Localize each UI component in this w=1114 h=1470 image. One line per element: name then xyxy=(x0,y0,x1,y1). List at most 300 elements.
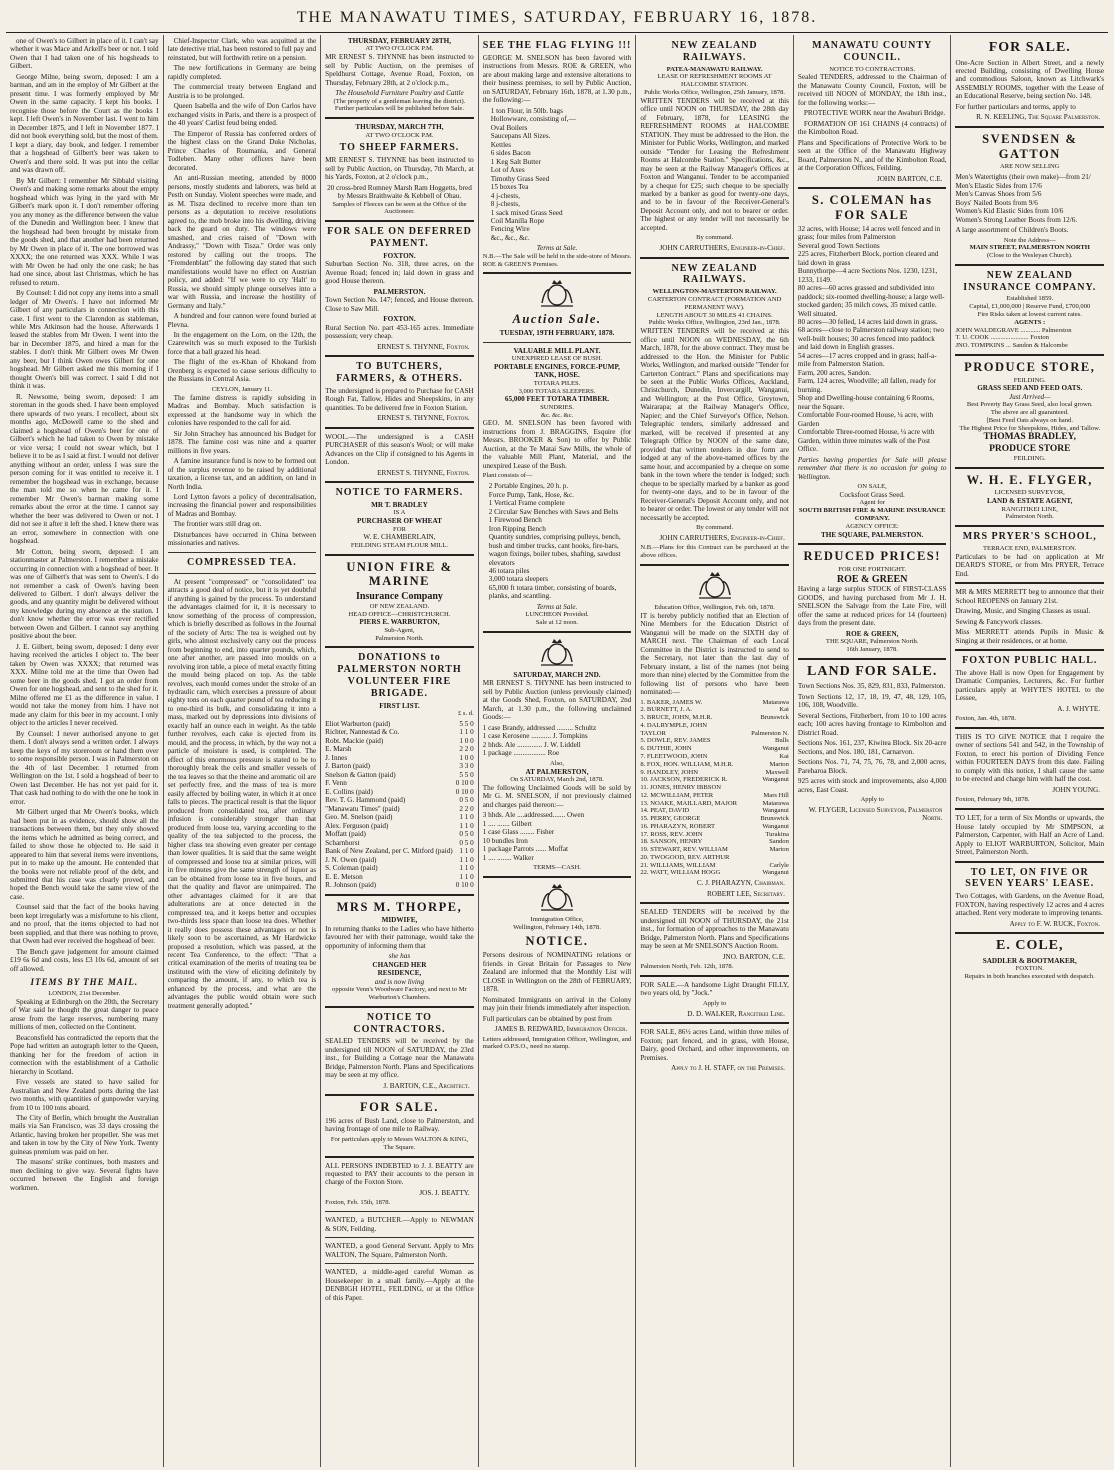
ad-signature: ROE & GREEN, xyxy=(845,629,899,638)
ad-body: Full particulars can be obtained by post from xyxy=(482,1014,612,1023)
ad-on-sale: ON SALE, xyxy=(857,483,887,491)
ad-mill-plant xyxy=(483,278,632,626)
divider xyxy=(483,631,632,633)
ad-body: FOR SALE, 86½ acres Land, within three miles of Foxton; part fenced, and in grass, with House, Dairy, good Orchard, and other improvements, on Premises. xyxy=(640,1028,789,1062)
list-item: Comfortable Three-roomed House, ¼ acre with Garden, within three minutes walk of the Post Office. xyxy=(797,428,935,454)
ad-body: FOR SALE.—A handsome Light Draught FILLY, two years old, by "Jock." xyxy=(640,980,789,998)
row-label: Robt. Mackie (paid) xyxy=(325,736,384,745)
list-row xyxy=(325,771,474,779)
ad-line: PORTABLE ENGINES, FORCE-PUMP, TANK, HOSE. xyxy=(494,362,620,380)
ad-subheading: ARE NOW SELLING xyxy=(999,163,1060,171)
ad-body: Town Section No. 147; fenced, and House thereon. Close to Saw Mill. xyxy=(325,296,474,313)
ad-body: IT is hereby publicly notified that an Election of Nine Members for the Education District of Wanganui will be made on the SIXTH day of MARCH next. The Chairman of each Local Committee in the District is instructed to send to the Secretary, not later than the last day of February instant, a list of the names (not being more than nine) elected by the Committee from the following list of persons who have been nominated:— xyxy=(640,611,789,697)
row-label: E. E. Metson xyxy=(325,872,363,881)
ad-body: A large assortment of Children's Boots. xyxy=(955,226,1069,235)
ad-place: Education Office, Wellington, Feb. 6th, 1878. xyxy=(654,604,775,611)
ad-line: &c. &c. &c. xyxy=(540,411,574,419)
ad-heading: FOR SALE ON DEFERRED PAYMENT. xyxy=(327,226,472,249)
ad-coleman xyxy=(798,193,947,539)
ad-place: Public Works Office, Wellington, 25th January, 1878. xyxy=(644,88,786,96)
row-value: Maxwell xyxy=(765,768,789,776)
row-value: 0 5 0 xyxy=(459,796,474,805)
row-label: Geo. M. Snelson (paid) xyxy=(325,813,393,822)
ad-line: GRASS SEED AND FEED OATS. xyxy=(977,384,1083,393)
list-item: Shop and Dwelling-house containing 6 Rooms, near the Square. xyxy=(797,394,935,411)
row-value: Palmerston N. xyxy=(751,729,789,737)
list-item: 1 Vertical Frame complete xyxy=(488,499,565,508)
list-row xyxy=(640,730,789,738)
ad-subheading: PALMERSTON. xyxy=(373,287,426,296)
ad-place: Palmerston North. xyxy=(375,634,424,642)
row-label: "Manawatu Times" (paid) xyxy=(325,804,400,813)
ad-date: Wellington, February 14th, 1878. xyxy=(513,923,601,931)
ad-heading: NOTICE TO FARMERS. xyxy=(335,487,464,499)
list-item: 3,000 totara sleepers xyxy=(488,575,549,584)
row-label: 11. JONES, HENRY IBBSON xyxy=(640,784,721,792)
ad-body: Miss MERRETT attends Pupils in Music & Singing at their residences, or at home. xyxy=(955,628,1105,645)
ad-place: AT PALMERSTON, xyxy=(525,767,589,776)
ad-sheep-farmers xyxy=(325,123,474,216)
column-2 xyxy=(164,35,322,1467)
ad-date: 16th January, 1878. xyxy=(846,645,898,653)
list-item: 1 .... ....... Gilbert xyxy=(482,819,532,828)
ad-heading: E. COLE, xyxy=(996,938,1064,954)
list-item: 2 hhds. Ale .............. J. W. Liddell xyxy=(482,740,581,749)
list-item: 225 acres, Fitzherbert Block, portion cleared and laid down in grass xyxy=(797,250,939,267)
ad-body: Two Cottages, with Gardens, on the Avenue Road, FOXTON, having respectively 12 acres and 4 acres attached. Rent very moderate to improving tenants. xyxy=(955,892,1105,918)
ad-place: Public Works Office, Wellington, 23rd Jan., 1878. xyxy=(648,319,781,327)
ad-note: (The property of a gentleman leaving the district). xyxy=(333,97,466,105)
ad-foot: For particulars apply to Messrs WALTON & KING, The Square. xyxy=(330,1135,469,1151)
ad-wanted-butcher: WANTED, a BUTCHER.—Apply to NEWMAN & SON, Feilding. xyxy=(325,1216,474,1233)
ad-subheading: SADDLER & BOOTMAKER, xyxy=(982,956,1077,965)
ad-line: FOR xyxy=(393,525,406,533)
paragraph: In the engagement on the Lom, on the 12th, the Czarewitch was so much exposed to the Turkish force that a ball grazed his head. xyxy=(167,330,317,356)
paragraph: A famine insurance fund is now to be formed out of the surplus revenue to be raised by additional taxation, a license tax, and an addition, on land in North India. xyxy=(167,457,317,491)
ad-signature: Apply to F. W. RUCK, Foxton. xyxy=(1009,919,1101,928)
divider xyxy=(640,975,789,977)
list-item: Coil Manilla Rope xyxy=(490,217,545,225)
list-item: &c., &c., &c. xyxy=(490,233,530,242)
divider xyxy=(325,1006,474,1008)
ad-signature: D. D. WALKER, Rangitikei Line. xyxy=(687,1009,785,1018)
boot-list xyxy=(955,173,1104,224)
ad-item: The Household Furniture Poultry and Cattle xyxy=(335,89,464,98)
row-label: 10. JACKSON, FREDERICK R. xyxy=(640,776,728,784)
row-value: Wanganui xyxy=(762,776,789,784)
ad-subheading: FEILDING. xyxy=(1013,376,1046,384)
row-value: 0 10 0 xyxy=(455,881,474,890)
list-row xyxy=(325,754,474,762)
ad-body: Nominated Immigrants on arrival in the Colony may join their friends immediately after inspection. xyxy=(482,995,632,1013)
list-item: Several good Town Sections xyxy=(797,241,880,250)
ad-body: Suburban Section No. 318, three acres, on the Avenue Road; fenced in; laid down in grass and good House thereon. xyxy=(325,260,474,286)
list-item: 1 package .................. Roe xyxy=(482,749,560,758)
row-label: 17. ROSS, REV. JOHN xyxy=(640,830,703,838)
divider xyxy=(640,257,789,259)
paragraph: The flight of the ex-Khan of Khokand from Orenberg is expected to cause serious difficulty to the Russians in Central Asia. xyxy=(167,358,317,384)
ad-signature: ROBERT LEE, Secretary. xyxy=(707,889,785,898)
paragraph: A hundred and four cannon were found buried at Plevna. xyxy=(167,312,317,329)
divider xyxy=(955,808,1104,810)
paragraph: Beaconsfield has contradicted the reports that the Pope had written an autograph letter to the Queen, thanking her for the freedom of action in connection with the establishment of a Catholic hierarchy in Scotland. xyxy=(10,1033,159,1076)
nominee-list xyxy=(640,699,789,878)
ad-line: UNEXPIRED LEASE OF BUSH. xyxy=(511,355,603,363)
row-label: Scharnhorst xyxy=(325,838,360,847)
ad-body: Rural Section No. part 453-165 acres. Immediate possession; very cheap. xyxy=(325,323,474,341)
ad-item: 20 cross-bred Romney Marsh Ram Hoggetts, bred by Messrs Braithwaite & Kebbell of Ohau. xyxy=(327,183,472,201)
row-label: 9. HANDLEY, JOHN xyxy=(640,768,699,776)
ad-date: Palmerston North, Feb. 12th, 1878. xyxy=(640,963,734,971)
paragraph: R. Newsome, being sworn, deposed: I am storeman in the goods shed. I have been employed there upwards of two years. I recollect, about six months ago, McDowell came to the shed and claimed a hogshead of Owen's beer for one of Gilbert's which he had taken to Owen by mistake or vice versa; I could not swear which, but I believe it to be as I said at first. I would not deliver anything without an order, unless I was sure the person coming for it was entitled to receive it. I remember the hogshead was in exchange, because the man told me so when he came for it. I remember Mr Owen's barman making some remarks about the error at the time. I cannot say whether the beer was delivered to Owen or not. I did not see it after it left the shed. I knew there was an error, somewhere in connection with one hogshead. xyxy=(10,392,159,546)
ad-donations xyxy=(325,652,474,889)
ad-subheading: FOXTON. xyxy=(383,315,416,324)
ad-nz-insurance xyxy=(955,270,1104,350)
divider xyxy=(483,876,632,878)
divider xyxy=(955,582,1104,584)
item-list xyxy=(483,482,632,601)
row-label: Snelson & Gatton (paid) xyxy=(325,770,396,779)
ad-signature: THOMAS BRADLEY, xyxy=(983,432,1077,443)
list-row xyxy=(325,805,474,813)
paragraph: Disturbances have occurred in China between missionaries and natives. xyxy=(167,530,317,548)
ad-body: MR ERNEST S. THYNNE has been instructed to sell by Public Auction, on Thursday, 7th March, at his Yards, Foxton, at 2 o'clock p.m., xyxy=(325,156,474,182)
row-value: 5 5 0 xyxy=(459,719,474,728)
row-label: 12. MCWILLIAM, PETER xyxy=(640,791,714,799)
ad-signature: J. BARTON, C.E., Architect. xyxy=(383,1081,470,1090)
list-item: 2 Portable Engines, 20 h. p. xyxy=(488,482,569,491)
money-heading: £ s. d. xyxy=(457,710,474,718)
list-item: Lot of Axes xyxy=(490,166,525,175)
list-row xyxy=(325,779,474,787)
ad-office: HEAD OFFICE—CHRISTCHURCH. xyxy=(348,610,451,618)
row-value: Brunswick xyxy=(760,815,789,823)
list-row xyxy=(640,869,789,877)
ad-date: TUESDAY, 19TH FEBRUARY, 1878. xyxy=(499,329,615,338)
ad-apply: Apply to xyxy=(860,796,884,804)
list-item: Fencing Wire xyxy=(490,225,530,234)
ad-heading: S. COLEMAN has FOR SALE xyxy=(811,193,933,222)
row-value: Marton xyxy=(769,846,789,854)
ad-address: RANGITIKEI LINE, xyxy=(1001,505,1058,513)
divider xyxy=(640,902,789,904)
list-row xyxy=(640,800,789,808)
ad-railways-halcombe xyxy=(640,40,789,253)
list-row xyxy=(640,823,789,831)
ad-body: SEALED TENDERS will be received by the undersigned till NOON of THURSDAY, the 21st inst., for formation of approaches to the Manawatu Bridge, Palmerston North. Plans and Specifications may be seen at Mr SNELSON'S Auction Room. xyxy=(640,908,789,951)
list-row xyxy=(325,822,474,830)
ad-agent: PIERS E. WARBURTON, xyxy=(359,618,440,627)
paragraph: Sir John Strachey has announced his Budget for 1878. The famine cost was nine and a quarter millions in five years. xyxy=(167,429,317,455)
row-value: 1 1 0 xyxy=(459,872,474,881)
paragraph: At present "compressed" or "consolidated" tea attracts a good deal of notice, but it is yet doubtful if anything is gained by the process. To understand the advantages claimed for it, it is necessary to know something of the process of compression, which is briefly described as follows in the Journal of the society of Arts: The tea is weighed out by girls, who almost exclusively carry out the process from beginning to end, into quarter pounds, which, one after another, are passed into moulds on a revolving iron table, a piece of metal exactly fitting the mould being placed on top. As the table revolves, each mould comes under the stroke of an hydraulic ram, which exercises a pressure of about eighty tons on each quarter pound of tea reducing it to one-third its bulk, and consolidating it into a mass, marked out by depressions into divisions of exactly half an ounce each in weight. As the table further revolves, each cake is ejected from its mould, and the process, in which, by the way not a particle of moisture is used, is completed. The effect of this enormous pressure is stated to be to thoroughly break the cells and smaller vessels of the tea leaves so that the theine and aromatic oil are set perfectly free, and the mass of tea is more easily affected by boiling water, in which it at once falls to pieces. The practical result is that the liquor produced from consolidated tea, after ordinary infusion is considerably stronger than that produced from loose tea, varying according to the quality of the tea subjected to the process, the higher class tea showing even greater per centage than lower qualities. It is said that the same weight of compressed and loose tea at similar prices, will in five minutes give the same strength of liquor as can be obtained from loose tea in five hours, and that the quality and flavor are unimpaired. The other advantages claimed for it are that adulterations are at once detected in the compressed tea, and it keeps better and occupies two-thirds less space than loose tea does. Whether it really does possess these advantages or not is likely soon to be ascertained, as Mr Hardwicke proposed a resolution, which was passed, at the recent Tea Conference, to the effect: "That a critical examination of the merits of treating tea be instituted with the view of eliciting definitely by comparing the amount, if any, to which tea is enhanced by the process, and what are the advantages the public would obtain were such treatment generally adopted." xyxy=(167,577,317,1010)
ad-heading: PRODUCE STORE, xyxy=(964,359,1096,374)
ad-agents: AGENTS : xyxy=(1014,318,1046,326)
list-item: Saucepans All Sizes. xyxy=(490,132,551,141)
column-4 xyxy=(479,35,637,1467)
list-row xyxy=(640,699,789,707)
list-item: 46 totara piles xyxy=(488,566,530,575)
list-row xyxy=(325,813,474,821)
list-item: Women's Kid Elastic Sides from 10/6 xyxy=(955,207,1064,216)
ad-terms: TERMS—CASH. xyxy=(533,864,581,872)
ad-heading: MRS M. THORPE, xyxy=(336,899,463,914)
row-value: 0 5 0 xyxy=(459,838,474,847)
ad-line: she has xyxy=(388,952,411,961)
ad-line: RESIDENCE, xyxy=(377,969,422,978)
ad-notice-farmers xyxy=(325,487,474,550)
list-row xyxy=(325,830,474,838)
ad-bush-land xyxy=(325,1100,474,1151)
royal-crest-icon xyxy=(537,637,577,667)
row-label: 14. PEAT, DAVID xyxy=(640,807,690,815)
tea-article xyxy=(168,578,317,1011)
ad-midwife xyxy=(325,900,474,1002)
list-item: 10 bundles Iron xyxy=(482,836,528,845)
list-item: 1 package Parrots ...... Moffat xyxy=(482,845,569,854)
ad-date: THURSDAY, FEBRUARY 28TH, xyxy=(347,37,452,45)
row-value: Kai xyxy=(779,706,789,714)
list-row xyxy=(640,769,789,777)
ad-body: Persons desirous of NOMINATING relations or friends in Great Britain for Passages to New Zealand are informed that the Monthly List will CLOSE in Wellington on the 28th of FEBRUARY, 1878. xyxy=(482,951,632,994)
list-item: 68 acres—close to Palmerston railway station; two well-built houses; 30 acres fenced into paddock and laid down in English grasses. xyxy=(797,326,945,352)
list-item: Men's Elastic Sides from 17/6 xyxy=(955,181,1042,190)
list-row xyxy=(640,784,789,792)
ad-date: SATURDAY, MARCH 2ND. xyxy=(513,670,601,679)
ad-place: Immigration Office, xyxy=(530,915,584,923)
ad-body: MR ERNEST S. THYNNE has been instructed to sell by Public Auction, on the premises of Speldhurst Cottage, Avenue Road, Foxton, on Thursday, February 28th, at 2 o'clock p.m., xyxy=(325,53,474,87)
ad-heading: Auction Sale. xyxy=(512,312,602,327)
list-item: Hollowware, consisting of,— xyxy=(490,115,576,124)
divider xyxy=(955,649,1104,651)
row-label: 18. SANSON, HENRY xyxy=(640,838,703,846)
row-label: 3. BRUCE, JOHN, M.H.R. xyxy=(640,714,713,722)
ad-body: In returning thanks to the Ladies who have hitherto favoured her with their patronage, would take the opportunity of informing them that xyxy=(325,924,474,950)
ad-land-for-sale xyxy=(798,664,947,823)
money-heading-row xyxy=(325,710,474,718)
ad-cole-saddler xyxy=(955,938,1104,981)
divider xyxy=(955,932,1104,934)
list-item: Bunnythorpe—4 acre Sections Nos. 1230, 1231, 1233, 1149. xyxy=(797,267,938,284)
ad-heading: REDUCED PRICES! xyxy=(803,549,941,563)
ad-address: MAIN STREET, PALMERSTON NORTH xyxy=(969,244,1090,252)
list-item: 8 j-chests, xyxy=(490,200,520,209)
row-label: Rev. T. G. Hammond (paid) xyxy=(325,796,406,805)
divider xyxy=(483,342,632,343)
ad-signature: PRODUCE STORE xyxy=(989,443,1071,454)
list-item: Iron Ripping Bench xyxy=(488,524,546,533)
ad-address: THE SQUARE, PALMERSTON. xyxy=(820,530,924,539)
ad-beatty xyxy=(325,1162,474,1208)
ad-subheading: FIRST LIST. xyxy=(379,701,420,710)
ad-sealed-tenders xyxy=(640,908,789,971)
ad-body: Sections Nos. 161, 237, Kiwitea Block. Six 20-acre Sections, and Nos. 180, 181, Carnarvon. xyxy=(797,739,947,756)
row-label: 5. DOWLE, REV. JAMES xyxy=(640,737,711,745)
ad-foot: Samples of Fleeces can be seen at the Office of the Auctioneer. xyxy=(332,200,467,216)
paragraph: The Bench gave judgement for amount claimed £19 6s 6d and costs, less £3 10s 6d, amount of set off allowed. xyxy=(10,947,159,973)
divider xyxy=(955,264,1104,266)
ad-line: 3,000 TOTARA SLEEPERS. xyxy=(518,387,596,395)
row-value: 2 2 0 xyxy=(459,804,474,813)
ad-heading: NOTICE TO CONTRACTORS. xyxy=(353,1011,446,1035)
ad-heading: MRS PRYER'S SCHOOL, xyxy=(962,531,1097,543)
row-value: 1 1 0 xyxy=(459,821,474,830)
row-label: Alex. Ferguson (paid) xyxy=(325,821,389,830)
row-label: Richter, Nannestad & Co. xyxy=(325,728,400,737)
divider xyxy=(325,427,474,429)
ad-body: WRITTEN TENDERS will be received at this office until NOON on WEDNESDAY, the 6th March, 1878, for the above contract. They must be addressed to the Hon. the Minister for Public Works, Wellington, and marked outside "Tender for Carterton Contract." Plans and specifications may be seen at the Public Works Offices, Auckland, Christchurch, Dunedin, Invercargill, Wanganui, and Wellington; at the Post Office, Greytown, Wairarapa; at the Railway Manager's Office, Napier; and the Chief Surveyor's Office, Nelson. Telegraphic tenders, similarly addressed and marked, will be received if presented at any Telegraph Office by NOON of the same date, provided that written tenders in due form are lodged at any of the above-named offices by the same hour, and accompanied by a cheque on some bank in the town where the tender is lodged; such cheque to be specially marked by a banker as good for twenty-one days, and to be in favour of the Receiver-General's Deposit Account only, and not to bearer or order. The lowest or any tender will not necessarily be accepted. xyxy=(640,327,789,522)
column-3 xyxy=(321,35,479,1467)
ad-subheading: OF NEW ZEALAND. xyxy=(369,602,430,610)
ad-body: Fire Risks taken at lowest current rates. xyxy=(977,310,1082,318)
list-row xyxy=(325,881,474,889)
list-row xyxy=(325,847,474,855)
list-item: Men's Watertights (their own make)—from 21/ xyxy=(955,173,1091,182)
ad-merrett-school xyxy=(955,588,1104,645)
divider xyxy=(955,525,1104,527)
list-row xyxy=(640,846,789,854)
list-row xyxy=(325,745,474,753)
ad-education-election xyxy=(640,570,789,898)
list-item: 54 acres—17 acres cropped and in grass; half-a-mile from Palmerston Station. xyxy=(797,351,937,369)
row-value: Bulls xyxy=(774,737,789,745)
columns xyxy=(6,35,1108,1467)
row-value: 0 10 0 xyxy=(455,779,474,788)
ad-agent: Agent for xyxy=(859,499,885,507)
ad-body: WRITTEN TENDERS will be received at this office until NOON on THURSDAY, the 28th day of February, 1878, for LEASING the REFRESHMENT ROOMS at HALCOMBE STATION. They must be addressed to the Hon. the Minister for Public Works, Wellington, and marked outside "Tender for Leasing the Refreshment Rooms at Halcombe Station." Specifications, &c., may be seen at the Railway Manager's Offices at Foxton and Wanganui. Tender to be accompanied by a cheque for £25; such cheque to be specially marked by a banker as good for twenty-one days, and to be in favour of the Receiver-General's Deposit Account only, and not to bearer or order. The highest or any tender will not necessarily be accepted. xyxy=(640,96,789,232)
row-value: 1 1 0 xyxy=(459,847,474,856)
paragraph: The frontier wars still drag on. xyxy=(173,520,262,529)
list-item: 32 acres, with House; 14 acres well fenced and in grass; four miles from Palmerston xyxy=(797,224,941,242)
ad-subheading: PATEA-MANAWATU RAILWAY. xyxy=(666,65,763,73)
ad-land-foxton xyxy=(640,1028,789,1072)
ad-address: (Close to the Wesleyan Church). xyxy=(986,252,1073,260)
masthead: THE MANAWATU TIMES, SATURDAY, FEBRUARY 16, 1878. xyxy=(6,4,1108,33)
paragraph: The City of Berlin, which brought the Australian mails via San Francisco, was 33 days crossing the Atlantic, having broken her propeller. She was met and taken in tow by the City of New York. Twenty guineas premium was paid on her. xyxy=(10,1113,159,1156)
divider xyxy=(325,646,474,648)
row-value: Kai xyxy=(779,752,789,760)
ad-signature: W. FLYGER, Licensed Surveyor, Palmerston North. xyxy=(808,805,943,823)
paragraph: Lord Lytton favors a policy of decentralisation, increasing the financial power and responsibilities of Madras and Bombay. xyxy=(167,492,317,518)
ad-body: Particulars to be had on application at Mr DEARD'S STORE, or from Mrs PRYER, Terrace End. xyxy=(955,552,1105,578)
row-label: 2. BURNETT, J. A. xyxy=(640,706,693,714)
ad-agent: JOHN WALDEGRAVE ............ Palmerston xyxy=(955,326,1072,334)
row-label: 1. BAKER, JAMES W. xyxy=(640,698,703,706)
paragraph: Mr Cotton, being sworn, deposed: I am stationmaster at Palmerston. I remember a mistake occurring in connection with a hogshead of beer. It was one of Gilbert's that was sent to Owen's. I do not remember a cask of Owen's having been delivered to Gilbert. I don't always deliver the goods, and any quantity might be delivered without my knowledge during my absence at the station. I don't know whether the error was ever rectified between Owen and Gilbert. I cannot say anything positive about the beer. xyxy=(10,547,159,641)
list-row xyxy=(325,788,474,796)
ad-established: Established 1859. xyxy=(1006,295,1054,303)
list-item: 15 boxes Tea xyxy=(490,183,529,192)
row-value: Sandon xyxy=(769,838,789,846)
row-value: 3 3 0 xyxy=(459,762,474,771)
row-value: 2 2 0 xyxy=(459,745,474,754)
ad-heading-2: Insurance Company xyxy=(355,591,443,603)
row-label: 6. DUTHIE, JOHN xyxy=(640,745,692,753)
ad-body: Sewing & Fancywork classes. xyxy=(955,617,1043,626)
paragraph: By Counsel: I never authorised anyone to get them. I don't always send a written order. I always keep the keys of my storeroom or hand them over to some responsible person. I was in Palmerston on the 4th of last December. I returned from Wellington on the 1st. I sold a hogshead of beer to Owen last December. He has not yet paid for it. That cask had nothing to do with the one he took in error. xyxy=(10,729,159,806)
list-item: 1 case Kerosene ........... J. Tompkins xyxy=(482,732,588,741)
ad-line: Best Poverty Bay Grass Seed, also local grown. xyxy=(966,401,1093,409)
ad-flag-flying xyxy=(483,40,632,268)
paragraph: Queen Isabella and the wife of Don Carlos have exchanged visits in Paris, and there is a prospect of the 40 years' Carlist feud being ended. xyxy=(167,102,317,128)
divider xyxy=(798,658,947,660)
ad-heading: NOTICE. xyxy=(525,934,589,949)
ad-body: THIS IS TO GIVE NOTICE that I require the owner of sections 541 and 542, in the Township of Foxton, to erect his portion of Dividing Fence within FOURTEEN DAYS from this date. Failing to comply with this notice, I shall cause the same to be erected and charge him with half the cost. xyxy=(955,732,1105,784)
list-row xyxy=(640,737,789,745)
ad-terms: Terms at Sale. xyxy=(536,244,578,253)
row-value: Wanganui xyxy=(762,869,789,877)
list-row xyxy=(640,714,789,722)
ad-body: ALL PERSONS INDEBTED to J. J. BEATTY are requested to PAY their accounts to the person in charge of the Foxton Store. xyxy=(325,1161,474,1187)
divider xyxy=(325,1156,474,1158)
list-item: 2 Circular Saw Benches with Saws and Belts xyxy=(488,507,619,516)
list-row xyxy=(325,856,474,864)
ad-body: Town Sections 12, 17, 18, 19, 47, 48, 129, 105, 106, 108, Woodville. xyxy=(797,692,947,710)
list-row xyxy=(640,831,789,839)
divider xyxy=(325,1237,474,1238)
list-row xyxy=(640,722,789,730)
divider xyxy=(798,543,947,545)
column-6 xyxy=(794,35,952,1467)
divider xyxy=(325,1211,474,1212)
divider xyxy=(325,1094,474,1096)
ad-address: Palmerston North. xyxy=(1005,513,1054,521)
ad-heading: FOR SALE. xyxy=(360,1100,439,1115)
ad-subheading: LENGTH ABOUT 30 MILES 41 CHAINS. xyxy=(656,311,773,319)
list-item: 80 acres—60 acres grassed and subdivided into paddock; six-roomed dwelling-house; a large well-stocked garden; 35 milch cows, 35 mixed cattle. Well situated. xyxy=(797,284,945,318)
ad-heading: LAND FOR SALE. xyxy=(807,663,938,679)
row-label: 19. STEWART, REV. WILLIAM xyxy=(640,846,728,854)
ad-date: Foxton, February 9th, 1878. xyxy=(955,796,1030,804)
ad-assembly-rooms xyxy=(955,40,1104,122)
list-item: 3 hhds. Ale ....addressed....... Owen xyxy=(482,811,585,820)
ad-fence-notice xyxy=(955,733,1104,804)
list-item: Timothy Grass Seed xyxy=(490,174,550,183)
ad-heading: MANAWATU COUNTY COUNCIL. xyxy=(812,40,933,63)
list-item: Comfortable Four-roomed House, ¼ acre, with Garden xyxy=(797,411,934,428)
divider xyxy=(325,355,474,357)
list-row xyxy=(640,854,789,862)
divider xyxy=(168,552,317,553)
ad-subheading: WELLINGTON-MASTERTON RAILWAY. xyxy=(652,288,777,296)
list-row xyxy=(640,761,789,769)
row-label: J. Barton (paid) xyxy=(325,762,371,771)
ad-by: By command. xyxy=(696,524,734,532)
ad-foot: N.B.—Plans for this Contract can be purchased at the above offices. xyxy=(640,544,789,560)
ad-subheading: LAND & ESTATE AGENT, xyxy=(987,497,1073,506)
ad-address: THE SQUARE, Palmerston North. xyxy=(825,638,919,646)
ad-body: The following Unclaimed Goods will be sold by Mr G. M. SNELSON, if not previously claimed and charges paid thereon:— xyxy=(482,783,632,809)
divider xyxy=(640,564,789,566)
list-item: 1 ton Flour, in 50lb. bags xyxy=(490,106,563,115)
list-item: Boys' Nailed Boots from 9/6 xyxy=(955,198,1038,207)
paragraph: George Milne, being sworn, deposed: I am a barman, and am in the employ of Mr Gilbert at the present time. I was formerly employed by Mr Owen in the same capacity. I kept his books. I recognise those before the Court as the books I kept. I left Owen's in November last. I went to him in December 1875, and I left in November 1877. I did not book everything sold, but the most of them. I kept a diary, day book, and ledger. I remember that a hogshead of Gilbert's beer was taken to Owen's and there sold. It was put into the cellar and was drawn off. xyxy=(10,72,159,175)
ad-heading: TO SHEEP FARMERS. xyxy=(339,142,460,154)
list-item: 65,000 ft totara timber, consisting of boards, planks, and scantling. xyxy=(488,583,617,601)
ad-line: Just Arrived— xyxy=(1008,392,1051,401)
ad-body: TO LET, for a term of Six Months or upwards, the House lately occupied by Mr SIMPSON, at Palmerston, Carpenter, with Half an Acre of Land. Apply to ELIOT WARBURTON, Solicitor, Main Street, Palmerston North. xyxy=(955,814,1105,857)
ad-wanted-housekeeper: WANTED, a middle-aged careful Woman as Housekeeper in a small family.—Apply at the DENBIGH HOTEL, FEILDING, or at the Office of this Paper. xyxy=(325,1268,474,1302)
ad-subheading: LEASE OF REFRESHMENT ROOMS AT HALCOMBE STATION. xyxy=(657,73,772,89)
row-label: 20. TWOGOOD, REV. ARTHUR xyxy=(640,853,730,861)
list-row xyxy=(325,728,474,736)
ad-body: 925 acres with stock and improvements, also 4,000 acres, East Coast. xyxy=(797,777,947,794)
list-item: 1 case Brandy, addressed ......... Schultz xyxy=(482,723,597,732)
mail-heading: ITEMS BY THE MAIL. xyxy=(30,977,139,988)
ad-heading: SVENDSEN & GATTON xyxy=(982,131,1078,161)
row-value: Wanganui xyxy=(762,807,789,815)
paragraph: The commercial treaty between England and Austria is to be prolonged. xyxy=(167,83,317,100)
